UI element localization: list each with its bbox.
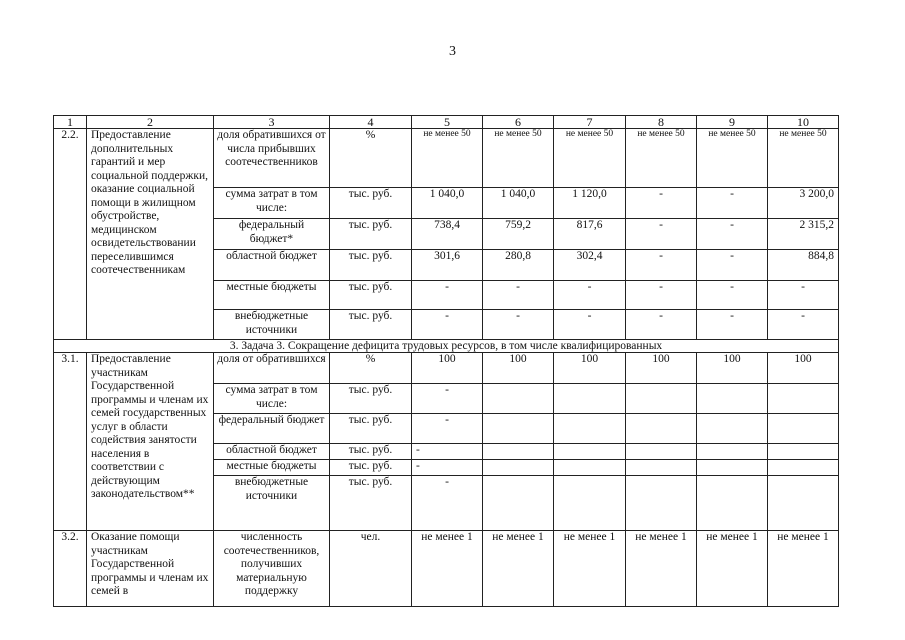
value-cell: - bbox=[412, 444, 483, 460]
task-heading: 3. Задача 3. Сокращение дефицита трудовых ресурсов, в том числе квалифицированных bbox=[54, 340, 839, 353]
indicator-cell: областной бюджет bbox=[214, 250, 330, 281]
header-row bbox=[54, 116, 839, 129]
value-cell: не менее 50 bbox=[697, 129, 768, 188]
indicator-cell: внебюджетные источники bbox=[214, 310, 330, 340]
value-cell: 817,6 bbox=[554, 219, 626, 250]
item-number: 2.2. bbox=[54, 129, 87, 340]
value-cell: 100 bbox=[697, 353, 768, 384]
value-cell bbox=[697, 444, 768, 460]
value-cell bbox=[768, 444, 839, 460]
value-cell bbox=[697, 460, 768, 476]
value-cell bbox=[554, 460, 626, 476]
value-cell: не менее 50 bbox=[483, 129, 554, 188]
item-number: 3.1. bbox=[54, 353, 87, 531]
value-cell: - bbox=[412, 281, 483, 310]
header-cell: 4 bbox=[330, 116, 412, 129]
indicator-cell: областной бюджет bbox=[214, 444, 330, 460]
item-description: Предоставление дополнительных гарантий и мер социальной поддержки, оказание социальной помощи в жилищном обустройстве, медицинском освидетельствовании переселившимся соотечественникам bbox=[87, 129, 214, 340]
value-cell bbox=[768, 414, 839, 444]
value-cell: 738,4 bbox=[412, 219, 483, 250]
unit-cell: тыс. руб. bbox=[330, 281, 412, 310]
value-cell: - bbox=[554, 281, 626, 310]
value-cell: 1 040,0 bbox=[483, 188, 554, 219]
table-row bbox=[54, 531, 839, 607]
value-cell: 1 120,0 bbox=[554, 188, 626, 219]
value-cell: не менее 50 bbox=[554, 129, 626, 188]
unit-cell: тыс. руб. bbox=[330, 250, 412, 281]
value-cell: - bbox=[412, 460, 483, 476]
unit-cell: тыс. руб. bbox=[330, 414, 412, 444]
value-cell bbox=[554, 414, 626, 444]
unit-cell: тыс. руб. bbox=[330, 310, 412, 340]
value-cell bbox=[554, 384, 626, 414]
value-cell: - bbox=[697, 310, 768, 340]
value-cell bbox=[626, 384, 697, 414]
value-cell bbox=[483, 460, 554, 476]
value-cell: 2 315,2 bbox=[768, 219, 839, 250]
value-cell: - bbox=[626, 188, 697, 219]
unit-cell: чел. bbox=[330, 531, 412, 607]
indicator-cell: доля от обратившихся bbox=[214, 353, 330, 384]
value-cell: 100 bbox=[483, 353, 554, 384]
value-cell bbox=[626, 460, 697, 476]
indicator-cell: сумма затрат в том числе: bbox=[214, 188, 330, 219]
value-cell bbox=[626, 444, 697, 460]
value-cell: не менее 50 bbox=[412, 129, 483, 188]
value-cell bbox=[626, 414, 697, 444]
unit-cell: тыс. руб. bbox=[330, 460, 412, 476]
value-cell: 3 200,0 bbox=[768, 188, 839, 219]
value-cell: не менее 1 bbox=[554, 531, 626, 607]
header-cell: 9 bbox=[697, 116, 768, 129]
table-row bbox=[54, 129, 839, 188]
indicator-cell: местные бюджеты bbox=[214, 460, 330, 476]
value-cell bbox=[483, 384, 554, 414]
value-cell: - bbox=[412, 476, 483, 531]
value-cell bbox=[554, 476, 626, 531]
value-cell: 280,8 bbox=[483, 250, 554, 281]
value-cell: не менее 50 bbox=[626, 129, 697, 188]
value-cell: 100 bbox=[412, 353, 483, 384]
unit-cell: тыс. руб. bbox=[330, 476, 412, 531]
value-cell: не менее 1 bbox=[483, 531, 554, 607]
value-cell: - bbox=[697, 250, 768, 281]
value-cell bbox=[483, 476, 554, 531]
value-cell: 100 bbox=[554, 353, 626, 384]
value-cell: - bbox=[768, 281, 839, 310]
value-cell: - bbox=[626, 310, 697, 340]
indicator-cell: внебюджетные источники bbox=[214, 476, 330, 531]
value-cell: - bbox=[554, 310, 626, 340]
indicator-cell: численность соотечественников, получивших материальную поддержку bbox=[214, 531, 330, 607]
value-cell: 100 bbox=[626, 353, 697, 384]
header-cell: 8 bbox=[626, 116, 697, 129]
value-cell: 301,6 bbox=[412, 250, 483, 281]
value-cell: - bbox=[697, 219, 768, 250]
header-cell: 1 bbox=[54, 116, 87, 129]
value-cell bbox=[768, 460, 839, 476]
value-cell: не менее 50 bbox=[768, 129, 839, 188]
value-cell: - bbox=[483, 281, 554, 310]
unit-cell: тыс. руб. bbox=[330, 188, 412, 219]
header-cell: 5 bbox=[412, 116, 483, 129]
value-cell bbox=[697, 384, 768, 414]
unit-cell: тыс. руб. bbox=[330, 444, 412, 460]
value-cell: 1 040,0 bbox=[412, 188, 483, 219]
value-cell: - bbox=[412, 414, 483, 444]
unit-cell: тыс. руб. bbox=[330, 219, 412, 250]
value-cell: - bbox=[626, 219, 697, 250]
value-cell: - bbox=[626, 281, 697, 310]
value-cell bbox=[483, 444, 554, 460]
value-cell bbox=[554, 444, 626, 460]
page-number: 3 bbox=[449, 44, 456, 59]
section-row bbox=[54, 340, 839, 353]
header-cell: 10 bbox=[768, 116, 839, 129]
value-cell: не менее 1 bbox=[697, 531, 768, 607]
item-number: 3.2. bbox=[54, 531, 87, 607]
header-cell: 6 bbox=[483, 116, 554, 129]
value-cell bbox=[697, 414, 768, 444]
indicator-cell: сумма затрат в том числе: bbox=[214, 384, 330, 414]
header-cell: 2 bbox=[87, 116, 214, 129]
unit-cell: % bbox=[330, 129, 412, 188]
value-cell: не менее 1 bbox=[626, 531, 697, 607]
value-cell: не менее 1 bbox=[768, 531, 839, 607]
header-cell: 3 bbox=[214, 116, 330, 129]
value-cell: - bbox=[626, 250, 697, 281]
value-cell: - bbox=[697, 281, 768, 310]
value-cell bbox=[626, 476, 697, 531]
value-cell bbox=[697, 476, 768, 531]
value-cell: 100 bbox=[768, 353, 839, 384]
indicator-cell: федеральный бюджет bbox=[214, 414, 330, 444]
value-cell: 759,2 bbox=[483, 219, 554, 250]
indicator-cell: доля обратившихся от числа прибывших соотечественников bbox=[214, 129, 330, 188]
value-cell: - bbox=[412, 310, 483, 340]
value-cell: - bbox=[412, 384, 483, 414]
value-cell: - bbox=[768, 310, 839, 340]
value-cell bbox=[483, 414, 554, 444]
value-cell: не менее 1 bbox=[412, 531, 483, 607]
value-cell: - bbox=[697, 188, 768, 219]
value-cell bbox=[768, 384, 839, 414]
value-cell bbox=[768, 476, 839, 531]
item-description: Предоставление участникам Государственной программы и членам их семей государственных услуг в области содействия занятости населения в соответствии с действующим законодательством** bbox=[87, 353, 214, 531]
header-cell: 7 bbox=[554, 116, 626, 129]
unit-cell: % bbox=[330, 353, 412, 384]
value-cell: 302,4 bbox=[554, 250, 626, 281]
indicator-cell: федеральный бюджет* bbox=[214, 219, 330, 250]
indicator-cell: местные бюджеты bbox=[214, 281, 330, 310]
table-row bbox=[54, 353, 839, 384]
value-cell: - bbox=[483, 310, 554, 340]
unit-cell: тыс. руб. bbox=[330, 384, 412, 414]
item-description: Оказание помощи участникам Государственной программы и членам их семей в bbox=[87, 531, 214, 607]
program-table bbox=[53, 115, 839, 607]
value-cell: 884,8 bbox=[768, 250, 839, 281]
